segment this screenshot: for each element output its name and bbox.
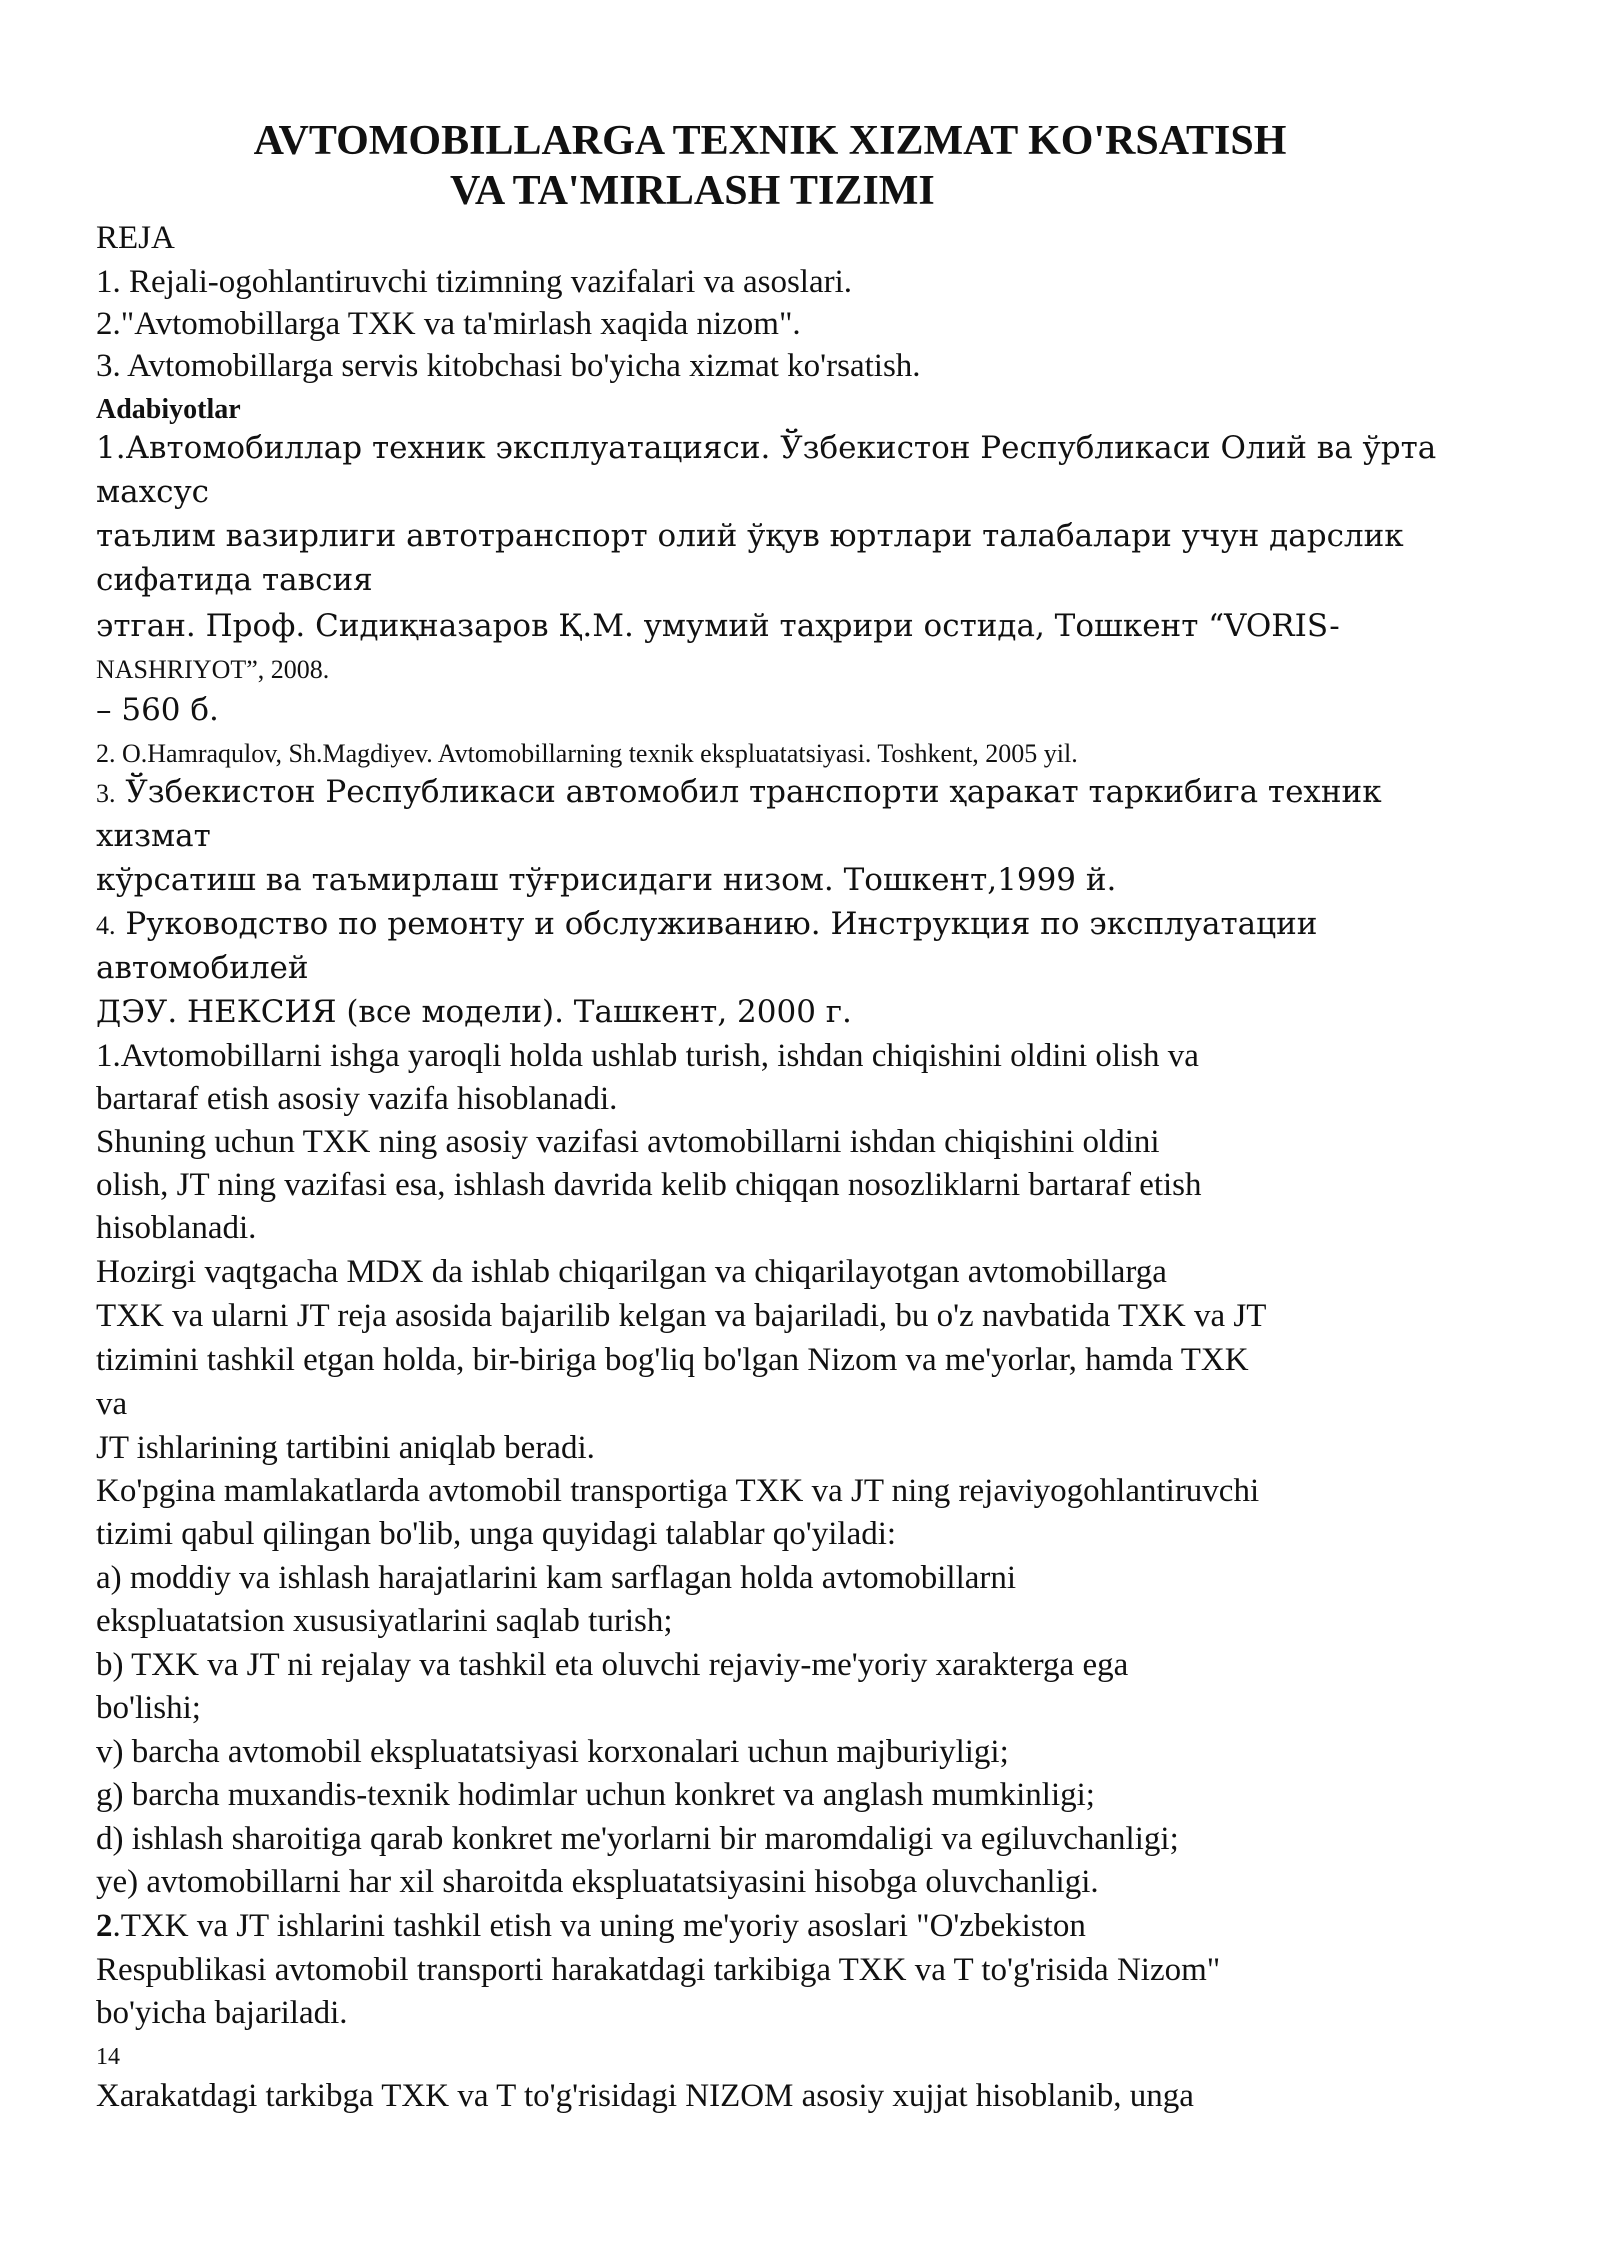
reference-1-line: этган. Проф. Сидиқназаров Қ.М. умумий таҳрири остида, Тошкент “VORIS- [96,608,1340,644]
body-line: 1.Avtomobillarni ishga yaroqli holda ushlab turish, ishdan chiqishini oldini olish va [96,1038,1199,1074]
section-2-text: .TXK va JT ishlarini tashkil etish va uning me'yoriy asoslari "O'zbekiston [112,1908,1086,1944]
reference-1-line: сифатида тавсия [96,562,373,598]
section-2-line: bo'yicha bajariladi. [96,1995,348,2031]
body-line: ekspluatatsion xususiyatlarini saqlab turish; [96,1603,673,1639]
body-line: hisoblanadi. [96,1210,257,1246]
body-line-last: Xarakatdagi tarkibga TXK va T to'g'risidagi NIZOM asosiy xujjat hisoblanib, unga [96,2078,1194,2114]
plan-item: 1. Rejali-ogohlantiruvchi tizimning vazifalari va asoslari. [96,264,853,300]
reference-1-line: таълим вазирлиги автотранспорт олий ўқув юртлари талабалари учун дарслик [96,518,1404,554]
body-line: g) barcha muxandis-texnik hodimlar uchun konkret va anglash mumkinligi; [96,1777,1095,1813]
section-2-number: 2 [96,1908,113,1944]
body-line: a) moddiy va ishlash harajatlarini kam sarflagan holda avtomobillarni [96,1560,1017,1596]
body-line: tizimini tashkil etgan holda, bir-biriga bog'liq bo'lgan Nizom va me'yorlar, hamda TXK [96,1342,1249,1378]
body-line: b) TXK va JT ni rejalay va tashkil eta oluvchi rejaviy-me'yoriy xarakterga ega [96,1647,1129,1683]
plan-item: 3. Avtomobillarga servis kitobchasi bo'yicha xizmat ko'rsatish. [96,348,921,384]
document-title-line1: AVTOMOBILLARGA TEXNIK XIZMAT KO'RSATISH [253,118,1287,164]
reference-3-number: 3. [96,779,116,808]
reference-4-line: ДЭУ. НЕКСИЯ (все модели). Ташкент, 2000 г. [96,994,852,1030]
plan-heading: REJA [96,220,175,256]
document-title-line2: VA TA'MIRLASH TIZIMI [450,168,935,214]
body-line: TXK va ularni JT reja asosida bajarilib kelgan va bajariladi, bu o'z navbatida TXK va JT [96,1298,1267,1334]
reference-1-line: – 560 б. [96,692,219,728]
body-line: d) ishlash sharoitiga qarab konkret me'yorlarni bir maromdaligi va egiluvchanligi; [96,1821,1179,1857]
body-line: Shuning uchun TXK ning asosiy vazifasi avtomobillarni ishdan chiqishini oldini [96,1124,1160,1160]
body-line: v) barcha avtomobil ekspluatatsiyasi korxonalari uchun majburiyligi; [96,1734,1009,1770]
reference-3-line: хизмат [96,818,211,854]
reference-2: 2. O.Hamraqulov, Sh.Magdiyev. Avtomobillarning texnik ekspluatatsiyasi. Toshkent, 2005 yil. [96,739,1078,768]
reference-3-line [96,772,1382,814]
reference-4-text: Руководство по ремонту и обслуживанию. Инструкция по эксплуатации [115,906,1318,942]
section-2-line: Respublikasi avtomobil transporti harakatdagi tarkibiga TXK va T to'g'risida Nizom" [96,1952,1221,1988]
reference-3-line: кўрсатиш ва таъмирлаш тўғрисидаги низом. Тошкент,1999 й. [96,862,1117,898]
reference-4-number: 4. [96,911,116,940]
body-line: va [96,1386,128,1422]
section-2-line [96,1906,1086,1946]
reference-1-line: 1.Автомобиллар техник эксплуатацияси. Ўзбекистон Республикаси Олий ва ўрта [96,430,1437,466]
reference-1-line: NASHRIYOT”, 2008. [96,655,330,684]
plan-item: 2."Avtomobillarga TXK va ta'mirlash xaqida nizom". [96,306,801,342]
page-number: 14 [96,2044,120,2070]
body-line: JT ishlarining tartibini aniqlab beradi. [96,1430,595,1466]
body-line: Hozirgi vaqtgacha MDX da ishlab chiqarilgan va chiqarilayotgan avtomobillarga [96,1254,1167,1290]
body-line: tizimi qabul qilingan bo'lib, unga quyidagi talablar qo'yiladi: [96,1516,897,1552]
reference-4-line: автомобилей [96,950,309,986]
literature-heading: Adabiyotlar [96,394,241,425]
body-line: bo'lishi; [96,1690,201,1726]
body-line: olish, JT ning vazifasi esa, ishlash davrida kelib chiqqan nosozliklarni bartaraf etish [96,1167,1202,1203]
reference-4-line [96,904,1317,946]
reference-1-line: махсус [96,474,210,510]
body-line: Ko'pgina mamlakatlarda avtomobil transportiga TXK va JT ning rejaviyogohlantiruvchi [96,1473,1260,1509]
body-line: bartaraf etish asosiy vazifa hisoblanadi. [96,1081,618,1117]
body-line: ye) avtomobillarni har xil sharoitda ekspluatatsiyasini hisobga oluvchanligi. [96,1864,1099,1900]
reference-3-text: Ўзбекистон Республикаси автомобил транспорти ҳаракат таркибига техник [115,774,1382,810]
